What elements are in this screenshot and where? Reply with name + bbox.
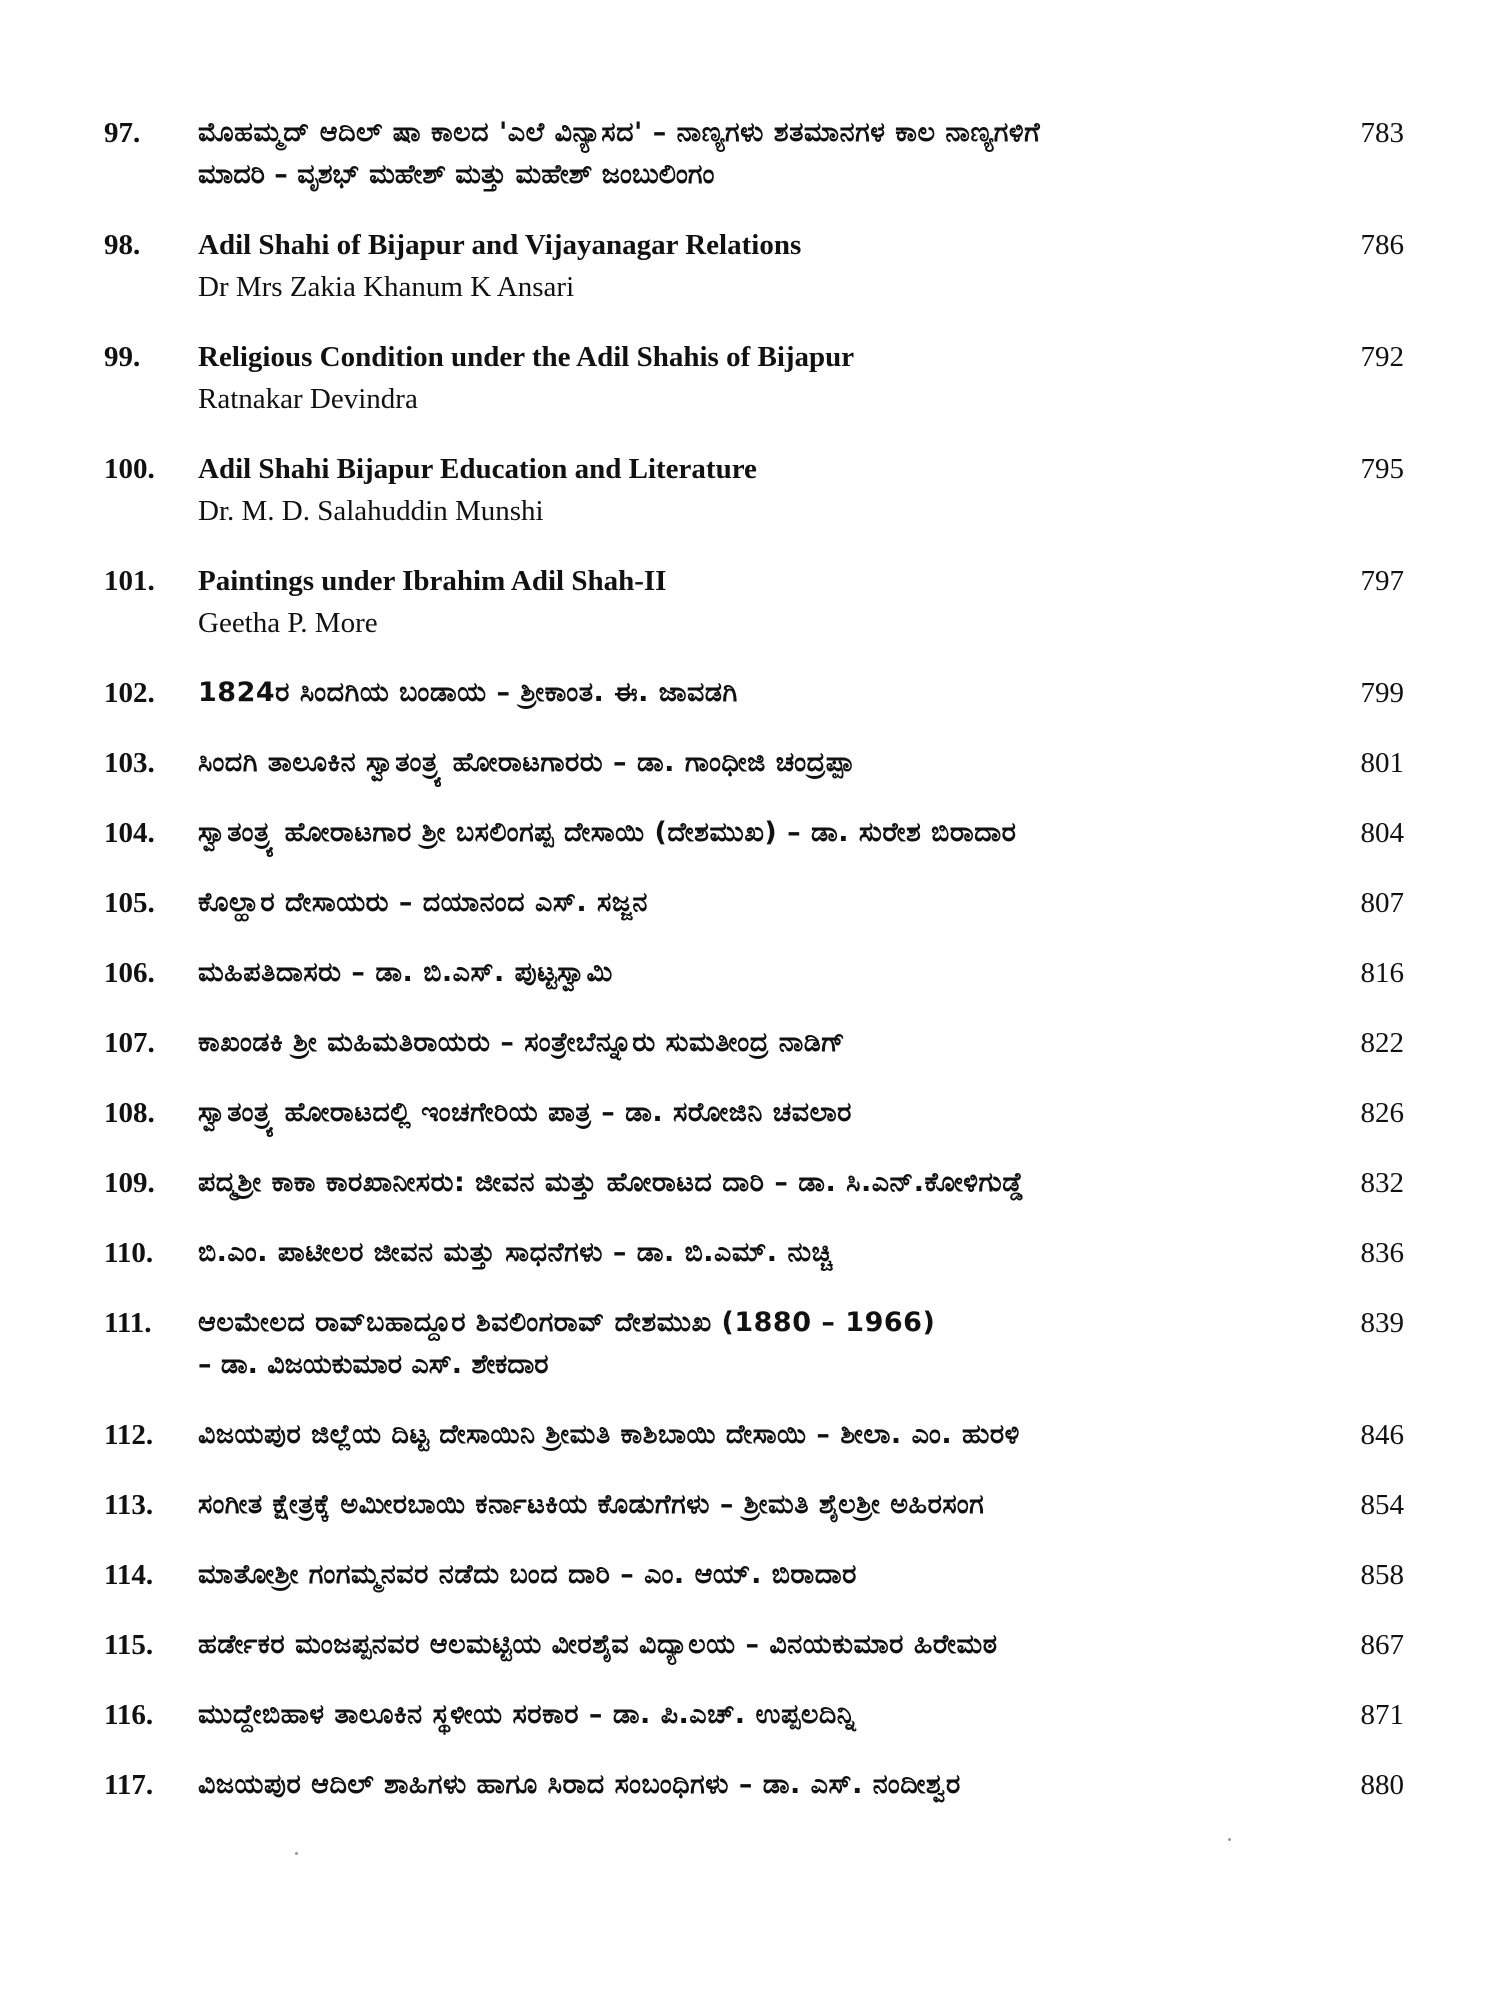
entry-title-continued: ಮಾದರಿ – ವೃಶಭ್ ಮಹೇಶ್ ಮತ್ತು ಮಹೇಶ್ ಜಂಬುಲಿಂಗಂ — [198, 159, 715, 190]
toc-entry-106 — [104, 952, 1404, 994]
toc-entry-104 — [104, 812, 1404, 854]
entry-number: 101. — [104, 565, 155, 597]
scan-speck — [295, 1852, 298, 1855]
entry-page-number: 786 — [1360, 229, 1404, 261]
entry-page-number: 839 — [1360, 1307, 1404, 1339]
toc-entry-107 — [104, 1022, 1404, 1064]
entry-page-number: 846 — [1360, 1419, 1404, 1451]
entry-title: Adil Shahi of Bijapur and Vijayanagar Relations — [198, 229, 802, 261]
entry-title: ಆಲಮೇಲದ ರಾವ್‌ಬಹಾದ್ದೂರ ಶಿವಲಿಂಗರಾವ್ ದೇಶಮುಖ (1880 – 1966) — [198, 1307, 936, 1338]
entry-page-number: 783 — [1360, 117, 1404, 149]
entry-title: ಸ್ವಾತಂತ್ರ್ಯ ಹೋರಾಟಗಾರ ಶ್ರೀ ಬಸಲಿಂಗಪ್ಪ ದೇಸಾಯಿ (ದೇಶಮುಖ) – ಡಾ. ಸುರೇಶ ಬಿರಾದಾರ — [198, 817, 1017, 848]
entry-title: Adil Shahi Bijapur Education and Literature — [198, 453, 757, 485]
entry-title: ಸಂಗೀತ ಕ್ಷೇತ್ರಕ್ಕೆ ಅಮೀರಬಾಯಿ ಕರ್ನಾಟಕಿಯ ಕೊಡುಗೆಗಳು – ಶ್ರೀಮತಿ ಶೈಲಶ್ರೀ ಅಹಿರಸಂಗ — [198, 1489, 985, 1520]
entry-page-number: 792 — [1360, 341, 1404, 373]
toc-entry-99 — [104, 336, 1404, 420]
entry-page-number: 816 — [1360, 957, 1404, 989]
entry-number: 103. — [104, 747, 155, 779]
toc-entry-103 — [104, 742, 1404, 784]
entry-number: 110. — [104, 1237, 154, 1269]
entry-title: ಸ್ವಾತಂತ್ರ್ಯ ಹೋರಾಟದಲ್ಲಿ ಇಂಚಗೇರಿಯ ಪಾತ್ರ – ಡಾ. ಸರೋಜಿನಿ ಚವಲಾರ — [198, 1097, 852, 1128]
entry-number: 100. — [104, 453, 155, 485]
entry-number: 102. — [104, 677, 155, 709]
entry-number: 111. — [104, 1307, 152, 1339]
entry-title: ಕೊಲ್ಹಾರ ದೇಸಾಯರು – ದಯಾನಂದ ಎಸ್. ಸಜ್ಜನ — [198, 887, 648, 918]
entry-number: 104. — [104, 817, 155, 849]
toc-entry-115 — [104, 1624, 1404, 1666]
toc-entry-113 — [104, 1484, 1404, 1526]
toc-entry-111 — [104, 1302, 1404, 1386]
entry-title: Religious Condition under the Adil Shahis of Bijapur — [198, 341, 855, 373]
toc-entry-112 — [104, 1414, 1404, 1456]
entry-number: 113. — [104, 1489, 154, 1521]
entry-author: Dr Mrs Zakia Khanum K Ansari — [198, 271, 575, 303]
toc-entry-114 — [104, 1554, 1404, 1596]
entry-author: Ratnakar Devindra — [198, 383, 418, 415]
toc-entry-102 — [104, 672, 1404, 714]
entry-title: ಮೊಹಮ್ಮದ್ ಆದಿಲ್ ಷಾ ಕಾಲದ 'ಎಲೆ ವಿನ್ಯಾಸದ' – ನಾಣ್ಯಗಳು ಶತಮಾನಗಳ ಕಾಲ ನಾಣ್ಯಗಳಿಗೆ — [198, 117, 1041, 148]
scan-speck — [1228, 1838, 1231, 1841]
entry-number: 115. — [104, 1629, 154, 1661]
entry-author: – ಡಾ. ವಿಜಯಕುಮಾರ ಎಸ್. ಶೇಕದಾರ — [198, 1349, 549, 1380]
toc-entry-117 — [104, 1764, 1404, 1806]
entry-page-number: 880 — [1360, 1769, 1404, 1801]
entry-page-number: 867 — [1360, 1629, 1404, 1661]
entry-page-number: 801 — [1360, 747, 1404, 779]
entry-page-number: 854 — [1360, 1489, 1404, 1521]
toc-entry-100 — [104, 448, 1404, 532]
entry-title: ವಿಜಯಪುರ ಜಿಲ್ಲೆಯ ದಿಟ್ಟ ದೇಸಾಯಿನಿ ಶ್ರೀಮತಿ ಕಾಶಿಬಾಯಿ ದೇಸಾಯಿ – ಶೀಲಾ. ಎಂ. ಹುರಳಿ — [198, 1419, 1020, 1450]
entry-title: Paintings under Ibrahim Adil Shah-II — [198, 565, 667, 597]
entry-title: ಮಹಿಪತಿದಾಸರು – ಡಾ. ಬಿ.ಎಸ್. ಪುಟ್ಟಸ್ವಾಮಿ — [198, 957, 613, 988]
entry-title: ಕಾಖಂಡಕಿ ಶ್ರೀ ಮಹಿಮತಿರಾಯರು – ಸಂತ್ರೇಬೆನ್ನೂರು ಸುಮತೀಂದ್ರ ನಾಡಿಗ್ — [198, 1027, 846, 1058]
table-of-contents — [104, 112, 1404, 1806]
toc-entry-97 — [104, 112, 1404, 196]
entry-title: ಸಿಂದಗಿ ತಾಲೂಕಿನ ಸ್ವಾತಂತ್ರ್ಯ ಹೋರಾಟಗಾರರು – ಡಾ. ಗಾಂಧೀಜಿ ಚಂದ್ರಪ್ಪಾ — [198, 747, 856, 778]
entry-page-number: 807 — [1360, 887, 1404, 919]
entry-number: 114. — [104, 1559, 154, 1591]
toc-entry-98 — [104, 224, 1404, 308]
entry-title: ಮುದ್ದೇಬಿಹಾಳ ತಾಲೂಕಿನ ಸ್ಥಳೀಯ ಸರಕಾರ – ಡಾ. ಪಿ.ಎಚ್. ಉಪ್ಪಲದಿನ್ನಿ — [198, 1699, 856, 1730]
entry-title: ಮಾತೋಶ್ರೀ ಗಂಗಮ್ಮನವರ ನಡೆದು ಬಂದ ದಾರಿ – ಎಂ. ಆಯ್. ಬಿರಾದಾರ — [198, 1559, 857, 1590]
entry-number: 109. — [104, 1167, 155, 1199]
entry-title: ಬಿ.ಎಂ. ಪಾಟೀಲರ ಜೀವನ ಮತ್ತು ಸಾಧನೆಗಳು – ಡಾ. ಬಿ.ಎಮ್. ನುಚ್ಚಿ — [198, 1237, 833, 1268]
entry-page-number: 822 — [1360, 1027, 1404, 1059]
entry-page-number: 858 — [1360, 1559, 1404, 1591]
toc-entry-110 — [104, 1232, 1404, 1274]
entry-page-number: 832 — [1360, 1167, 1404, 1199]
entry-page-number: 799 — [1360, 677, 1404, 709]
toc-entry-116 — [104, 1694, 1404, 1736]
entry-number: 117. — [104, 1769, 154, 1801]
entry-number: 97. — [104, 117, 141, 149]
entry-author: Dr. M. D. Salahuddin Munshi — [198, 495, 544, 527]
toc-entry-108 — [104, 1092, 1404, 1134]
entry-number: 116. — [104, 1699, 154, 1731]
toc-entry-101 — [104, 560, 1404, 644]
entry-page-number: 797 — [1360, 565, 1404, 597]
entry-title: ವಿಜಯಪುರ ಆದಿಲ್ ಶಾಹಿಗಳು ಹಾಗೂ ಸಿರಾದ ಸಂಬಂಧಿಗಳು – ಡಾ. ಎಸ್. ನಂದೀಶ್ವರ — [198, 1769, 961, 1800]
entry-title: ಹರ್ಡೇಕರ ಮಂಜಪ್ಪನವರ ಆಲಮಟ್ಟಿಯ ವೀರಶೈವ ವಿದ್ಯಾಲಯ – ವಿನಯಕುಮಾರ ಹಿರೇಮಠ — [198, 1629, 998, 1660]
toc-entry-105 — [104, 882, 1404, 924]
entry-title: 1824ರ ಸಿಂದಗಿಯ ಬಂಡಾಯ – ಶ್ರೀಕಾಂತ. ಈ. ಜಾವಡಗಿ — [198, 677, 738, 708]
entry-page-number: 836 — [1360, 1237, 1404, 1269]
entry-number: 112. — [104, 1419, 154, 1451]
entry-author: Geetha P. More — [198, 607, 378, 639]
toc-entry-109 — [104, 1162, 1404, 1204]
entry-number: 108. — [104, 1097, 155, 1129]
entry-number: 98. — [104, 229, 141, 261]
entry-number: 99. — [104, 341, 141, 373]
entry-number: 105. — [104, 887, 155, 919]
entry-page-number: 795 — [1360, 453, 1404, 485]
entry-page-number: 826 — [1360, 1097, 1404, 1129]
entry-page-number: 804 — [1360, 817, 1404, 849]
entry-number: 107. — [104, 1027, 155, 1059]
entry-number: 106. — [104, 957, 155, 989]
entry-page-number: 871 — [1360, 1699, 1404, 1731]
entry-title: ಪದ್ಮಶ್ರೀ ಕಾಕಾ ಕಾರಖಾನೀಸರು: ಜೀವನ ಮತ್ತು ಹೋರಾಟದ ದಾರಿ – ಡಾ. ಸಿ.ಎನ್.ಕೋಳಿಗುಡ್ಡೆ — [198, 1167, 1025, 1198]
